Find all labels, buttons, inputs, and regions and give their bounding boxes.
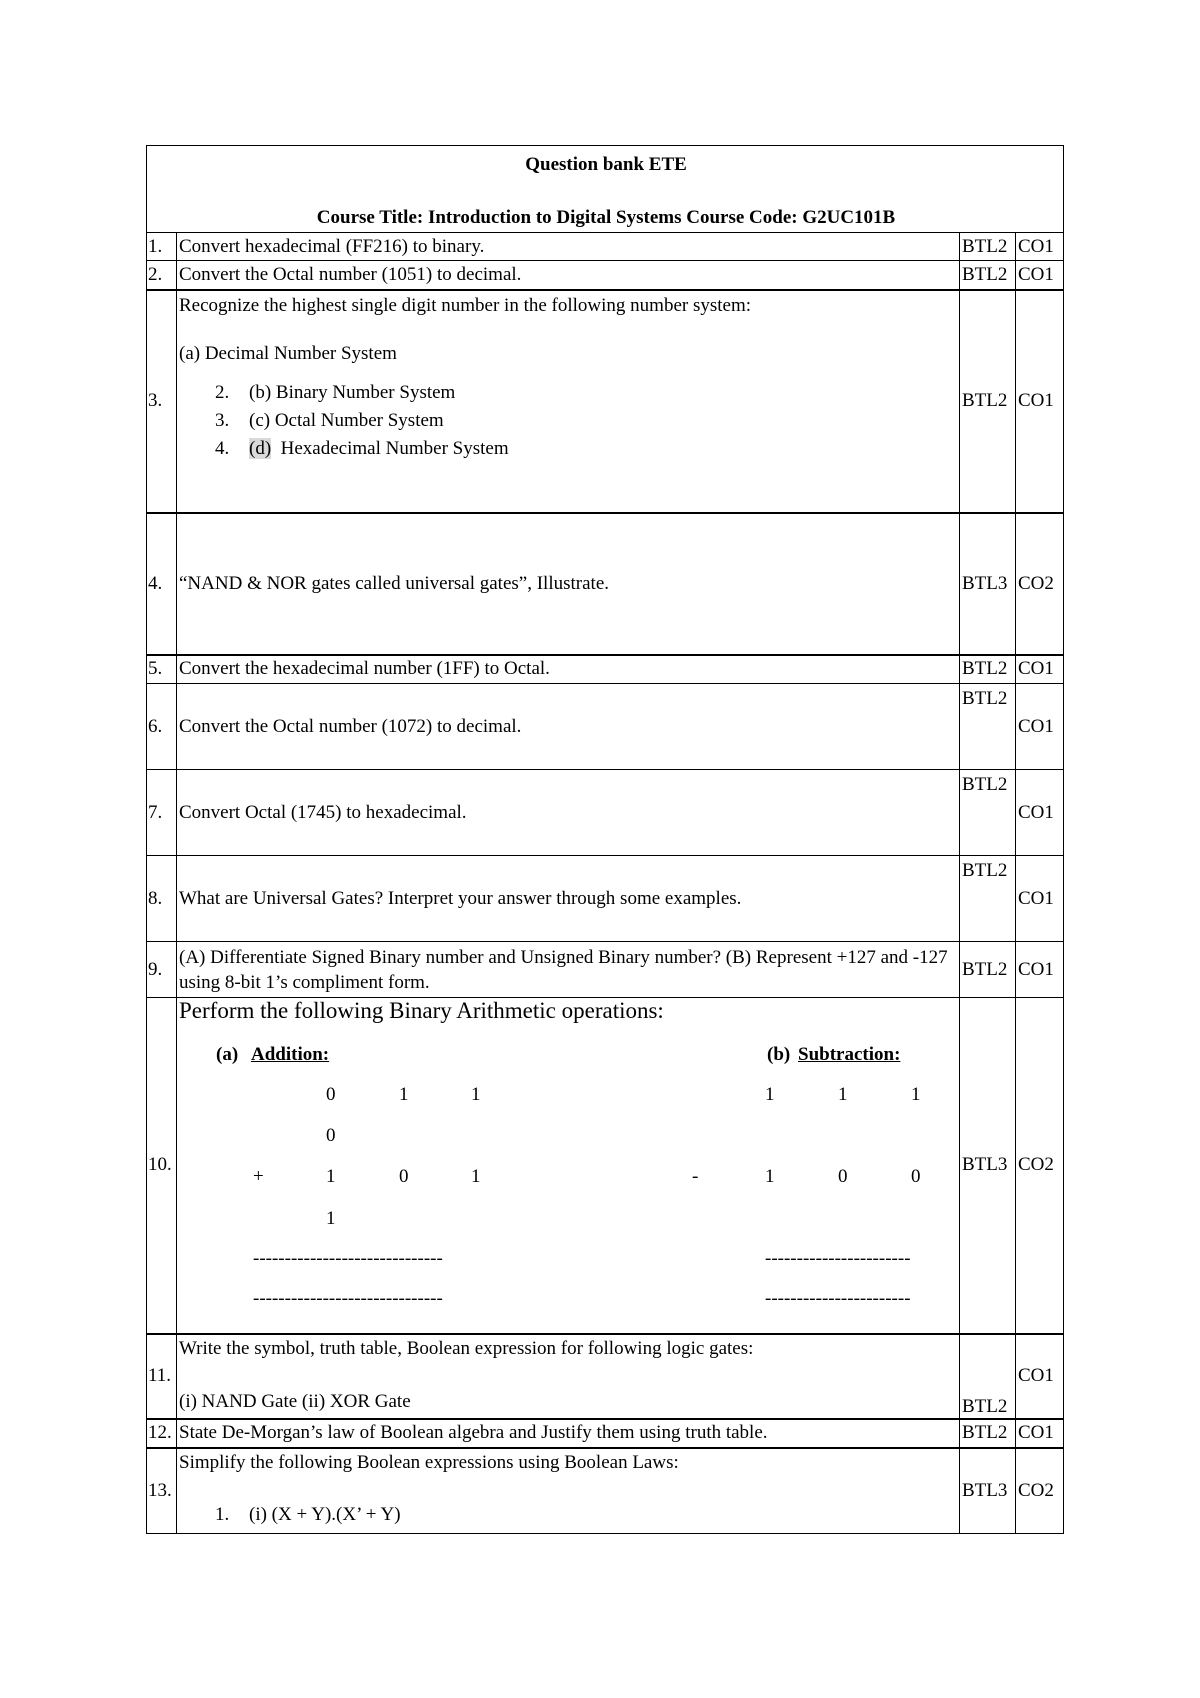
digit: 0 xyxy=(326,1084,336,1105)
question-number: 13. xyxy=(147,1448,177,1534)
table-row xyxy=(147,513,1064,655)
course-outcome: CO2 xyxy=(1016,513,1064,655)
btl-level: BTL2 xyxy=(960,856,1016,942)
doc-title: Question bank ETE xyxy=(525,153,687,175)
answer-line: ----------------------- xyxy=(765,1248,911,1269)
btl-level: BTL3 xyxy=(960,513,1016,655)
question-text: Write the symbol, truth table, Boolean expression for following logic gates: xyxy=(179,1337,754,1359)
question-number: 8. xyxy=(147,856,177,942)
btl-level: BTL2 xyxy=(960,1419,1016,1448)
question-text: What are Universal Gates? Interpret your answer through some examples. xyxy=(177,856,960,942)
table-row xyxy=(147,770,1064,856)
table-row xyxy=(147,655,1064,684)
subtraction-label: (b) xyxy=(767,1044,791,1065)
question-text-cell xyxy=(177,290,960,513)
course-outcome: CO1 xyxy=(1016,1334,1064,1419)
btl-level: BTL3 xyxy=(960,998,1016,1334)
table-row xyxy=(147,290,1064,513)
course-outcome: CO1 xyxy=(1016,684,1064,770)
question-text: Perform the following Binary Arithmetic operations: xyxy=(179,998,664,1023)
question-part-a: (a) Decimal Number System xyxy=(179,342,397,364)
question-text: Convert Octal (1745) to hexadecimal. xyxy=(177,770,960,856)
course-outcome: CO1 xyxy=(1016,655,1064,684)
digit: 1 xyxy=(911,1084,921,1105)
digit: 1 xyxy=(326,1208,336,1229)
question-subtext: (i) NAND Gate (ii) XOR Gate xyxy=(179,1390,411,1412)
list-item: 1. (i) (X + Y).(X’ + Y) xyxy=(215,1503,401,1525)
btl-level: BTL2 xyxy=(960,1334,1016,1419)
list-item: 4. (d) Hexadecimal Number System xyxy=(215,437,509,459)
question-number: 9. xyxy=(147,942,177,998)
list-item: 2. (b) Binary Number System xyxy=(215,381,456,403)
course-line: Course Title: Introduction to Digital Systems Course Code: G2UC101B xyxy=(316,206,896,228)
course-outcome: CO1 xyxy=(1016,942,1064,998)
btl-level: BTL2 xyxy=(960,261,1016,290)
question-text: Recognize the highest single digit number in the following number system: xyxy=(179,294,752,316)
course-outcome: CO1 xyxy=(1016,856,1064,942)
question-number: 2. xyxy=(147,261,177,290)
digit: 0 xyxy=(399,1166,409,1187)
question-text: Convert the Octal number (1072) to decimal. xyxy=(177,684,960,770)
question-text: Convert hexadecimal (FF216) to binary. xyxy=(177,233,960,261)
table-row xyxy=(147,942,1064,998)
course-outcome: CO2 xyxy=(1016,998,1064,1334)
btl-level: BTL2 xyxy=(960,770,1016,856)
question-text: State De-Morgan’s law of Boolean algebra and Justify them using truth table. xyxy=(177,1419,960,1448)
digit: 1 xyxy=(765,1084,775,1105)
question-number: 3. xyxy=(147,290,177,513)
digit: 1 xyxy=(399,1084,409,1105)
table-row xyxy=(147,856,1064,942)
btl-level: BTL2 xyxy=(960,942,1016,998)
binary-arithmetic xyxy=(179,998,959,1316)
table-row xyxy=(147,684,1064,770)
question-text: Simplify the following Boolean expressions using Boolean Laws: xyxy=(179,1451,679,1473)
course-outcome: CO1 xyxy=(1016,233,1064,261)
digit: 0 xyxy=(911,1166,921,1187)
addition-label: (a) xyxy=(216,1044,239,1065)
digit: 1 xyxy=(838,1084,848,1105)
highlighted-label: (d) xyxy=(249,437,272,459)
plus-sign: + xyxy=(253,1166,264,1187)
answer-line: ----------------------- xyxy=(765,1288,911,1309)
course-outcome: CO1 xyxy=(1016,290,1064,513)
digit: 1 xyxy=(326,1166,336,1187)
question-number: 11. xyxy=(147,1334,177,1419)
digit: 0 xyxy=(326,1125,336,1146)
addition-title: Addition: xyxy=(251,1044,330,1065)
table-row xyxy=(147,1419,1064,1448)
question-bank-table xyxy=(146,145,1064,1534)
question-number: 6. xyxy=(147,684,177,770)
digit: 1 xyxy=(765,1166,775,1187)
subtraction-title: Subtraction: xyxy=(798,1044,901,1065)
course-outcome: CO1 xyxy=(1016,770,1064,856)
table-row xyxy=(147,1448,1064,1534)
course-outcome: CO2 xyxy=(1016,1448,1064,1534)
question-text-cell xyxy=(177,1334,960,1419)
question-text: Convert the hexadecimal number (1FF) to Octal. xyxy=(177,655,960,684)
answer-line: ------------------------------ xyxy=(253,1288,443,1309)
digit: 1 xyxy=(471,1166,481,1187)
question-number: 1. xyxy=(147,233,177,261)
header-cell xyxy=(147,146,1064,233)
header-row xyxy=(147,146,1064,233)
btl-level: BTL2 xyxy=(960,655,1016,684)
table-row xyxy=(147,1334,1064,1419)
table-row xyxy=(147,261,1064,290)
btl-level: BTL2 xyxy=(960,684,1016,770)
question-number: 7. xyxy=(147,770,177,856)
table-row xyxy=(147,998,1064,1334)
list-item: 3. (c) Octal Number System xyxy=(215,409,444,431)
table-row xyxy=(147,233,1064,261)
question-number: 5. xyxy=(147,655,177,684)
question-number: 10. xyxy=(147,998,177,1334)
digit: 0 xyxy=(838,1166,848,1187)
btl-level: BTL3 xyxy=(960,1448,1016,1534)
question-text: (A) Differentiate Signed Binary number and Unsigned Binary number? (B) Represent +127 and -127 using 8-bit 1’s compliment form. xyxy=(177,942,960,998)
question-text-cell xyxy=(177,998,960,1334)
question-number: 12. xyxy=(147,1419,177,1448)
btl-level: BTL2 xyxy=(960,290,1016,513)
answer-line: ------------------------------ xyxy=(253,1248,443,1269)
btl-level: BTL2 xyxy=(960,233,1016,261)
options-list xyxy=(179,379,959,463)
question-text-cell xyxy=(177,1448,960,1534)
minus-sign: - xyxy=(692,1166,699,1187)
course-outcome: CO1 xyxy=(1016,261,1064,290)
question-text: Convert the Octal number (1051) to decimal. xyxy=(177,261,960,290)
course-outcome: CO1 xyxy=(1016,1419,1064,1448)
question-number: 4. xyxy=(147,513,177,655)
digit: 1 xyxy=(471,1084,481,1105)
question-text: “NAND & NOR gates called universal gates”, Illustrate. xyxy=(177,513,960,655)
